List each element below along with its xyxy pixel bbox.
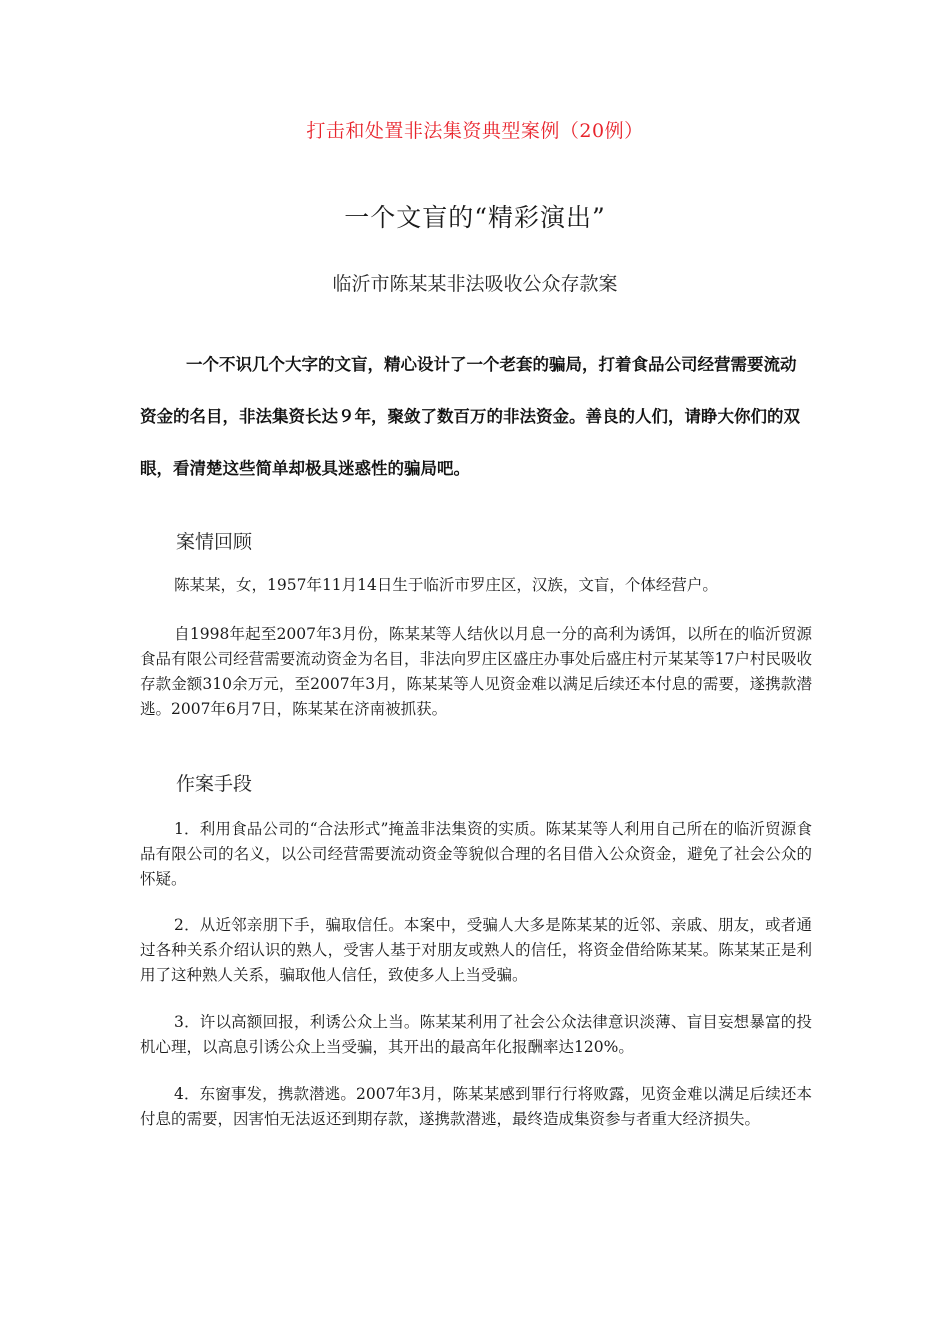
paragraph: 3．许以高额回报，利诱公众上当。陈某某利用了社会公众法律意识淡薄、盲目妄想暴富的投机心理，以高息引诱公众上当受骗，其开出的最高年化报酬率达120%。: [140, 1013, 812, 1056]
case-subtitle: 临沂市陈某某非法吸收公众存款案: [332, 273, 618, 295]
intro-text: 一个不识几个大字的文盲，精心设计了一个老套的骗局，打着食品公司经营需要流动资金的名目，非法集资长达９年，聚敛了数百万的非法资金。善良的人们，请睁大你们的双眼，看清楚这些简单却极具迷惑性的骗局吧。: [140, 355, 800, 478]
document-title: 打击和处置非法集资典型案例（20例）: [306, 120, 644, 142]
section-heading-methods: 作案手段: [176, 773, 253, 795]
paragraph: 自1998年起至2007年3月份，陈某某等人结伙以月息一分的高利为诱饵，以所在的临沂贸源食品有限公司经营需要流动资金为名目，非法向罗庄区盛庄办事处后盛庄村亓某某等17户村民吸收存款金额310余万元，至2007年3月，陈某某等人见资金难以满足后续还本付息的需要，遂携款潜逃。2007年6月7日，陈某某在济南被抓获。: [140, 625, 812, 718]
paragraph: 陈某某，女，1957年11月14日生于临沂市罗庄区，汉族，文盲，个体经营户。: [174, 576, 718, 594]
section-heading-case-review: 案情回顾: [176, 531, 253, 553]
intro-paragraph: [140, 339, 800, 495]
case-title: 一个文盲的“精彩演出”: [344, 203, 606, 232]
paragraph: 4．东窗事发，携款潜逃。2007年3月，陈某某感到罪行行将败露，见资金难以满足后续还本付息的需要，因害怕无法返还到期存款，遂携款潜逃，最终造成集资参与者重大经济损失。: [140, 1085, 812, 1128]
paragraph: 2．从近邻亲朋下手，骗取信任。本案中，受骗人大多是陈某某的近邻、亲戚、朋友，或者通过各种关系介绍认识的熟人，受害人基于对朋友或熟人的信任，将资金借给陈某某。陈某某正是利用了这种熟人关系，骗取他人信任，致使多人上当受骗。: [140, 916, 812, 984]
paragraph: 1．利用食品公司的“合法形式”掩盖非法集资的实质。陈某某等人利用自己所在的临沂贸源食品有限公司的名义，以公司经营需要流动资金等貌似合理的名目借入公众资金，避免了社会公众的怀疑。: [140, 820, 812, 888]
